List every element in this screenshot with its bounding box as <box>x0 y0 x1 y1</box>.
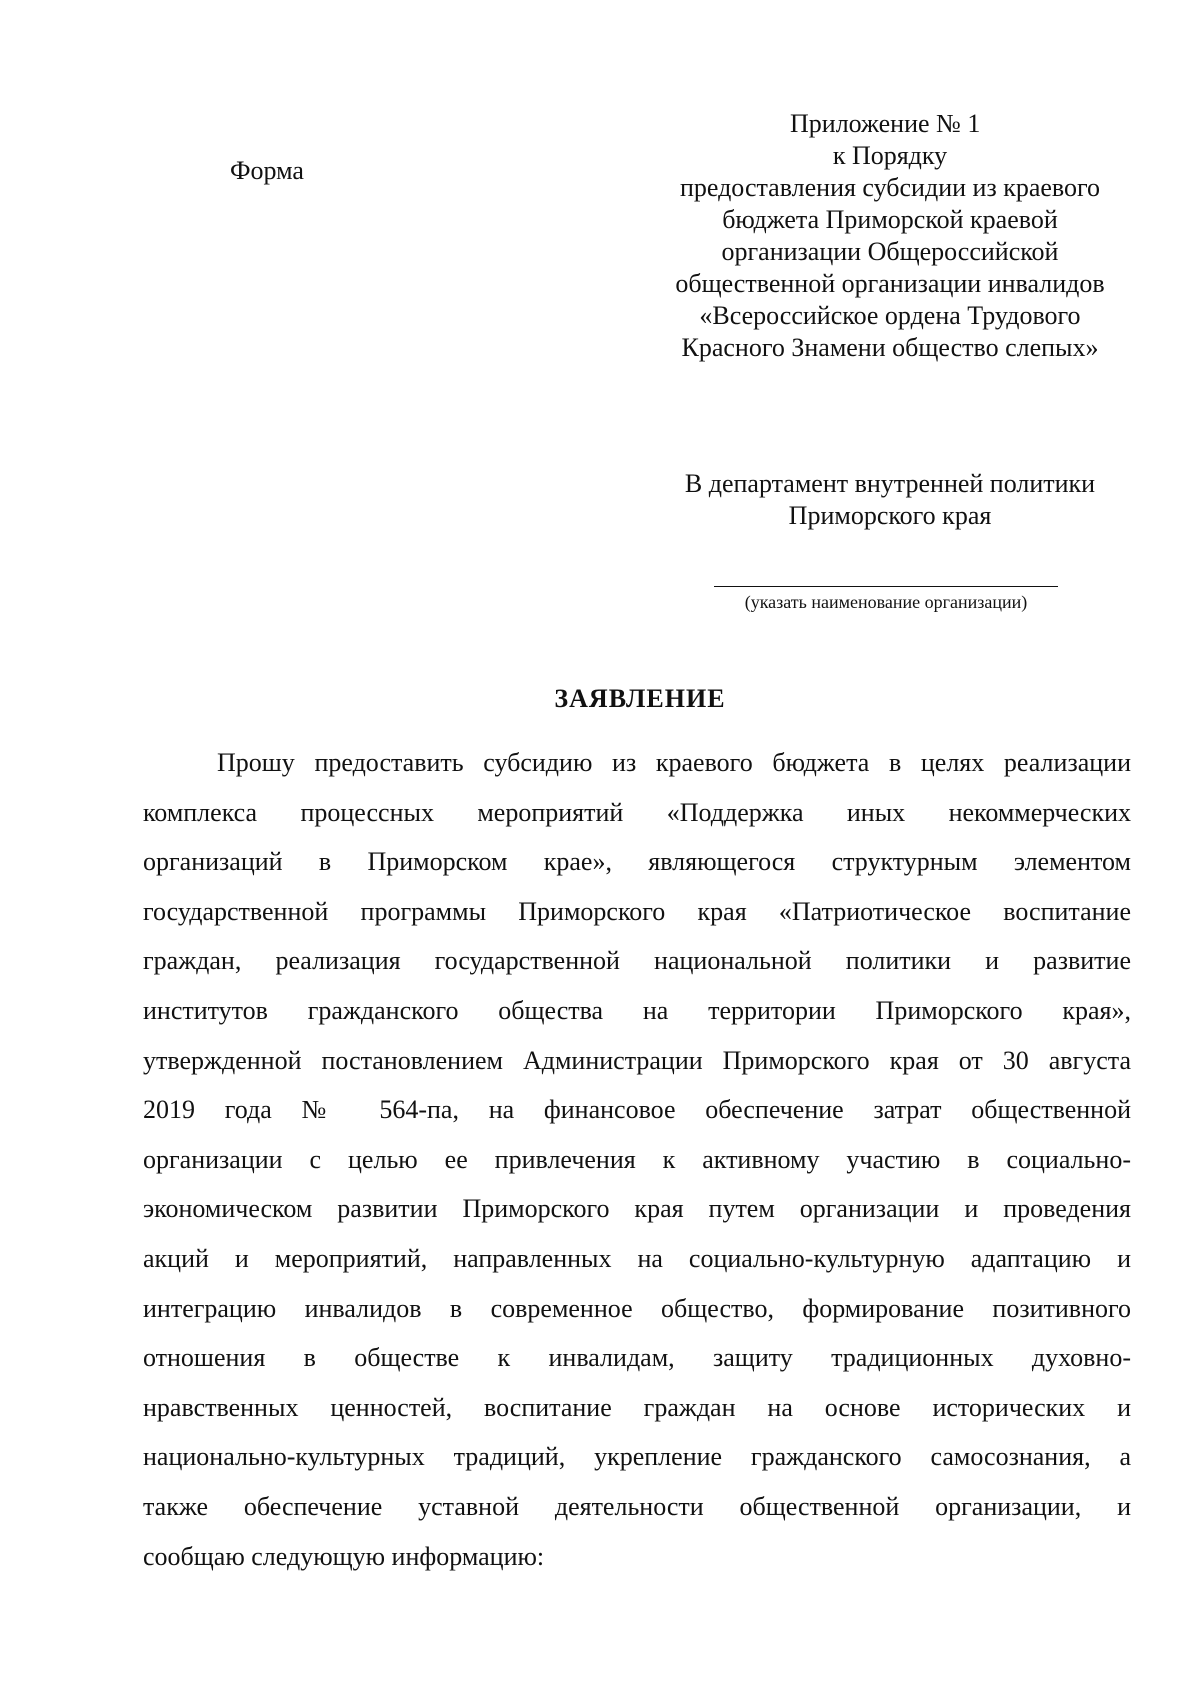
body-line: экономическом развитии Приморского края путем организации и проведения <box>143 1194 1131 1224</box>
addressee-line: В департамент внутренней политики <box>684 469 1096 498</box>
appendix-reference-block <box>640 140 1140 364</box>
addressee-block <box>640 468 1140 532</box>
body-line: также обеспечение уставной деятельности общественной организации, и <box>143 1491 1131 1521</box>
appendix-line: предоставления субсидии из краевого <box>679 173 1101 202</box>
body-line: Прошу предоставить субсидию из краевого бюджета в целях реализации <box>217 748 1131 777</box>
appendix-line: бюджета Приморской краевой <box>722 205 1058 234</box>
appendix-line: Красного Знамени общество слепых» <box>681 333 1099 362</box>
body-line: граждан, реализация государственной национальной политики и развитие <box>143 946 1131 976</box>
appendix-line: общественной организации инвалидов <box>675 269 1105 298</box>
appendix-line: организации Общероссийской <box>721 237 1059 266</box>
body-line: сообщаю следующую информацию: <box>143 1541 545 1571</box>
body-line: нравственных ценностей, воспитание граждан на основе исторических и <box>143 1392 1131 1422</box>
body-line: отношения в обществе к инвалидам, защиту традиционных духовно- <box>143 1343 1131 1373</box>
statement-body <box>143 738 1131 1581</box>
body-line: институтов гражданского общества на территории Приморского края», <box>143 995 1131 1025</box>
addressee-line: Приморского края <box>788 501 992 530</box>
body-line: 2019 года № 564-па, на финансовое обеспечение затрат общественной <box>143 1095 1131 1125</box>
appendix-number: Приложение № 1 <box>790 109 981 138</box>
body-line: организации с целью ее привлечения к активному участию в социально- <box>143 1144 1131 1174</box>
body-line: национально-культурных традиций, укрепление гражданского самосознания, а <box>143 1442 1131 1472</box>
document-title: ЗАЯВЛЕНИЕ <box>554 684 726 713</box>
body-line: утвержденной постановлением Администрации Приморского края от 30 августа <box>143 1045 1131 1075</box>
organization-name-line <box>714 586 1058 587</box>
appendix-line: «Всероссийское ордена Трудового <box>699 301 1081 330</box>
body-line: комплекса процессных мероприятий «Поддержка иных некоммерческих <box>143 797 1131 827</box>
body-line: государственной программы Приморского края «Патриотическое воспитание <box>143 896 1131 926</box>
form-label: Форма <box>230 156 304 185</box>
body-line: интеграцию инвалидов в современное общество, формирование позитивного <box>143 1293 1131 1323</box>
body-line: акций и мероприятий, направленных на социально-культурную адаптацию и <box>143 1243 1131 1273</box>
body-line: организаций в Приморском крае», являющегося структурным элементом <box>143 847 1131 877</box>
organization-name-caption: (указать наименование организации) <box>744 592 1028 612</box>
appendix-line: к Порядку <box>832 141 948 170</box>
